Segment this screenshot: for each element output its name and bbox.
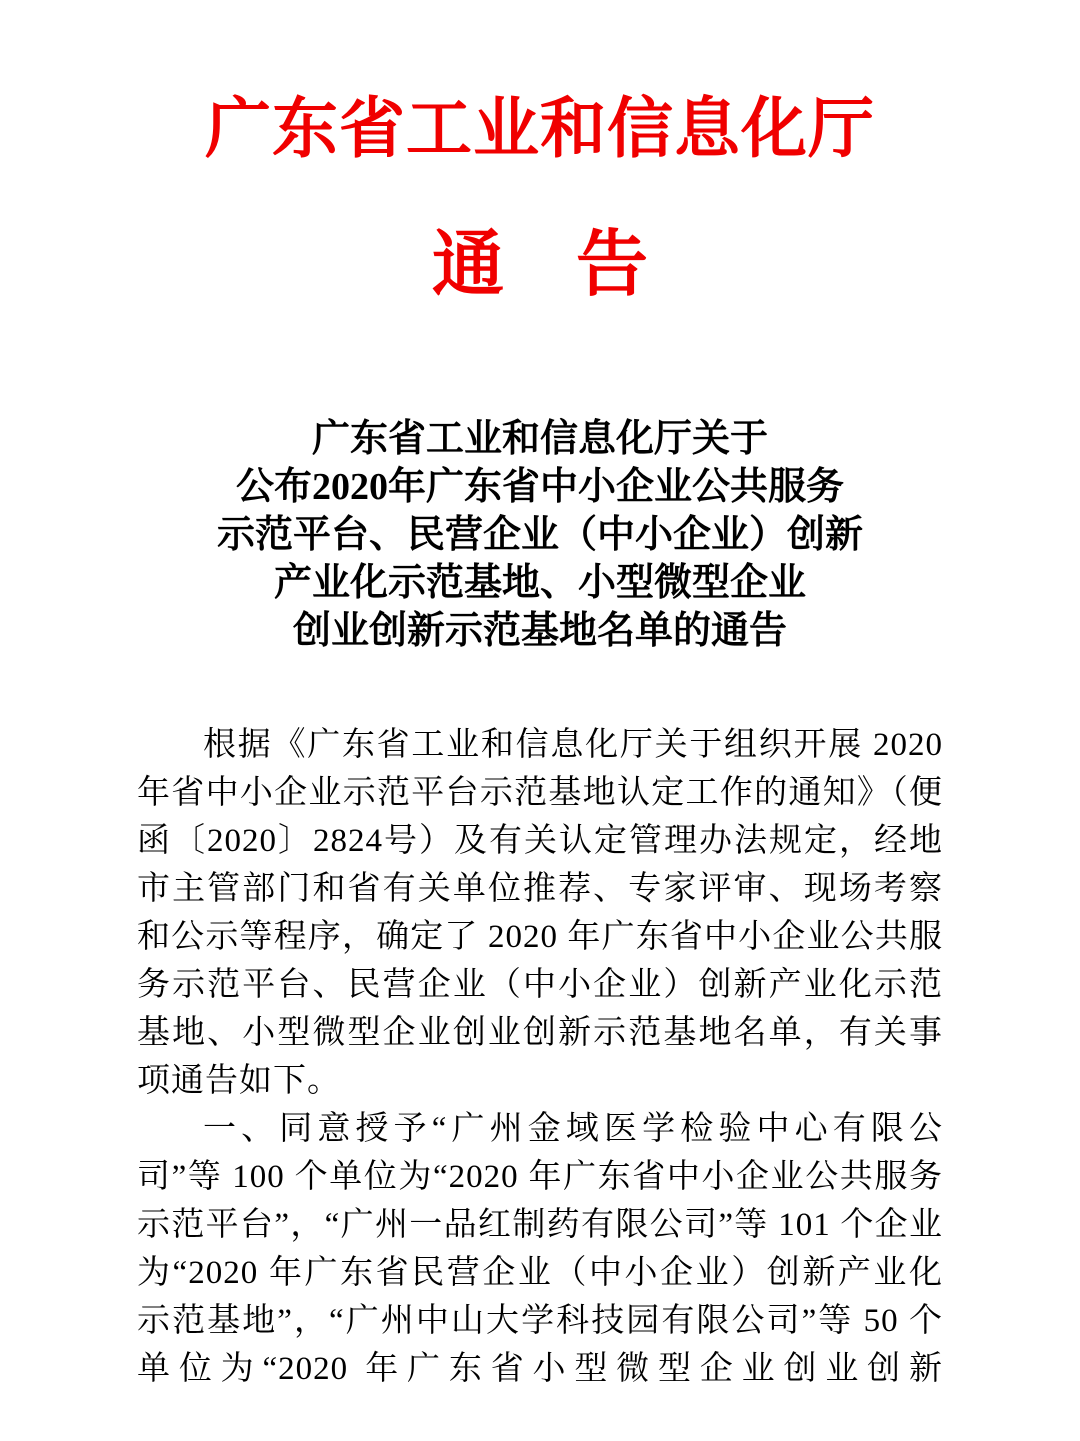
letterhead-org-name: 广东省工业和信息化厅 [205,93,875,166]
document-title-line-1: 广东省工业和信息化厅关于 [311,418,768,461]
body-paragraph-1: 根据《广东省工业和信息化厅关于组织开展 2020 年省中小企业示范平台示范基地认定工作的通知》（便函〔2020〕2824号）及有关认定管理办法规定，经地市主管部门和省有关单位推荐、专家评审、现场考察和公示等程序，确定了 2020 年广东省中小企业公共服务示范平台、民营企业（中小企业）创新产业化示范基地、小型微型企业创业创新示范基地名单，有关事项通告如下。 [137,727,943,1100]
letterhead-doc-type: 通 告 [431,224,648,305]
body-paragraph-2: 一、同意授予“广州金域医学检验中心有限公司”等 100 个单位为“2020 年广东省中小企业公共服务示范平台”，“广州一品红制药有限公司”等 101 个企业为“2020 年广东省民营企业（中小企业）创新产业化示范基地”，“广州中山大学科技园有限公司”等 50 个单位为“2020 年广东省小型微型企业创业创新 [137,1111,943,1388]
document-title-line-2: 公布2020年广东省中小企业公共服务 [235,466,844,509]
document-title-line-5: 创业创新示范基地名单的通告 [292,610,787,653]
document-title-line-3: 示范平台、民营企业（中小企业）创新 [216,514,863,557]
document-body [137,721,943,1393]
document-title [0,415,1080,655]
document-title-line-4: 产业化示范基地、小型微型企业 [273,562,806,605]
